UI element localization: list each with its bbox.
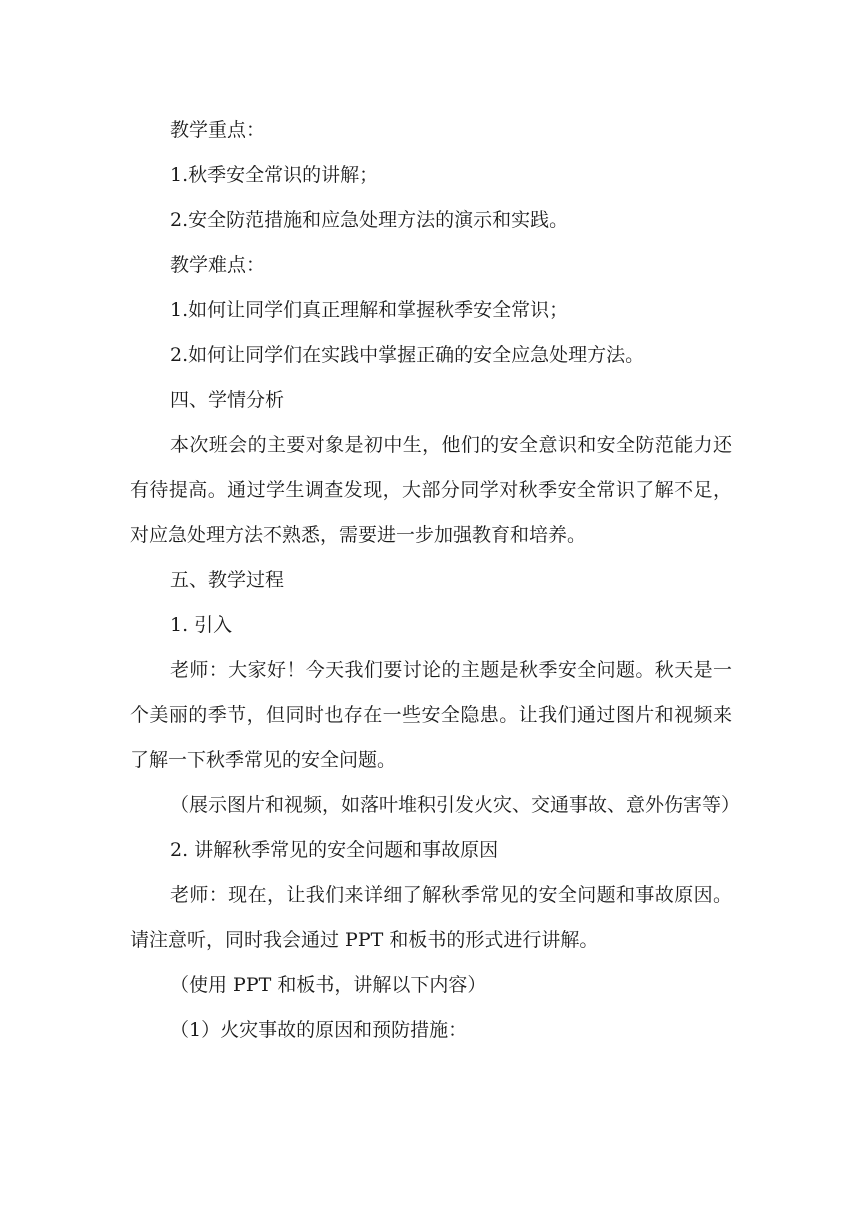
teacher-explain-paragraph: 老师：现在，让我们来详细了解秋季常见的安全问题和事故原因。请注意听，同时我会通过 PPT 和板书的形式进行讲解。 [130, 884, 732, 951]
step-2-heading: 2. 讲解秋季常见的安全问题和事故原因 [170, 839, 499, 861]
teacher-intro-paragraph: 老师：大家好！今天我们要讨论的主题是秋季安全问题。秋天是一个美丽的季节，但同时也存在一些安全隐患。让我们通过图片和视频来了解一下秋季常见的安全问题。 [130, 659, 732, 771]
fire-accident-item: （1）火灾事故的原因和预防措施： [170, 1019, 468, 1041]
focus-item-1: 1.秋季安全常识的讲解； [170, 164, 379, 186]
focus-item-2: 2.安全防范措施和应急处理方法的演示和实践。 [170, 209, 569, 231]
show-media-note: （展示图片和视频，如落叶堆积引发火灾、交通事故、意外伤害等） [170, 794, 741, 816]
difficulty-item-2: 2.如何让同学们在实践中掌握正确的安全应急处理方法。 [170, 344, 645, 366]
section-heading-teaching-process: 五、教学过程 [170, 569, 285, 591]
heading-teaching-focus: 教学重点： [170, 119, 266, 141]
difficulty-item-1: 1.如何让同学们真正理解和掌握秋季安全常识； [170, 299, 569, 321]
learner-analysis-paragraph: 本次班会的主要对象是初中生，他们的安全意识和安全防范能力还有待提高。通过学生调查发现，大部分同学对秋季安全常识了解不足，对应急处理方法不熟悉，需要进一步加强教育和培养。 [130, 434, 732, 546]
ppt-note: （使用 PPT 和板书，讲解以下内容） [170, 974, 487, 996]
step-1-heading: 1. 引入 [170, 614, 233, 636]
document-body [130, 108, 741, 1053]
heading-teaching-difficulty: 教学难点： [170, 254, 266, 276]
section-heading-learner-analysis: 四、学情分析 [170, 389, 285, 411]
